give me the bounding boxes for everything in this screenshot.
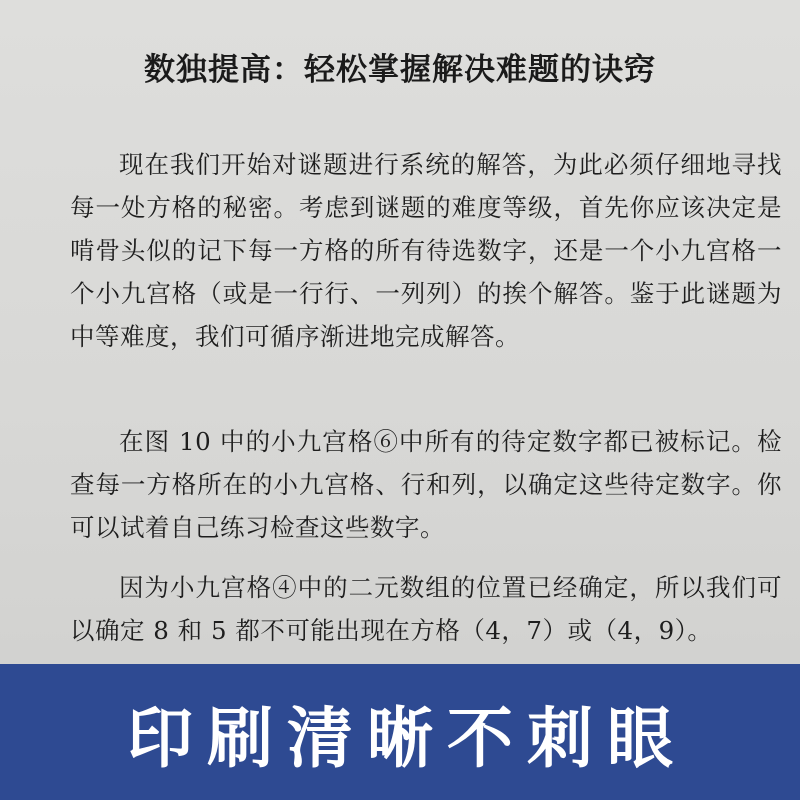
paragraph-2: 在图 10 中的小九宫格⑥中所有的待定数字都已被标记。检查每一方格所在的小九宫格、行和列，以确定这些待定数字。你可以试着自己练习检查这些数字。: [70, 427, 782, 542]
promo-banner: [0, 664, 800, 800]
paragraph-3: 因为小九宫格④中的二元数组的位置已经确定，所以我们可以确定 8 和 5 都不可能出现在方格（4，7）或（4，9）。: [70, 573, 782, 645]
page-title: 数独提高：轻松掌握解决难题的诀窍: [144, 52, 656, 88]
paragraph-1: 现在我们开始对谜题进行系统的解答，为此必须仔细地寻找每一处方格的秘密。考虑到谜题的难度等级，首先你应该决定是啃骨头似的记下每一方格的所有待选数字，还是一个小九宫格一个小九宫格（或是一行行、一列列）的挨个解答。鉴于此谜题为中等难度，我们可循序渐进地完成解答。: [70, 150, 782, 351]
promo-banner-text: 印刷清晰不刺眼: [127, 699, 687, 777]
show-through-texture: [560, 14, 780, 34]
